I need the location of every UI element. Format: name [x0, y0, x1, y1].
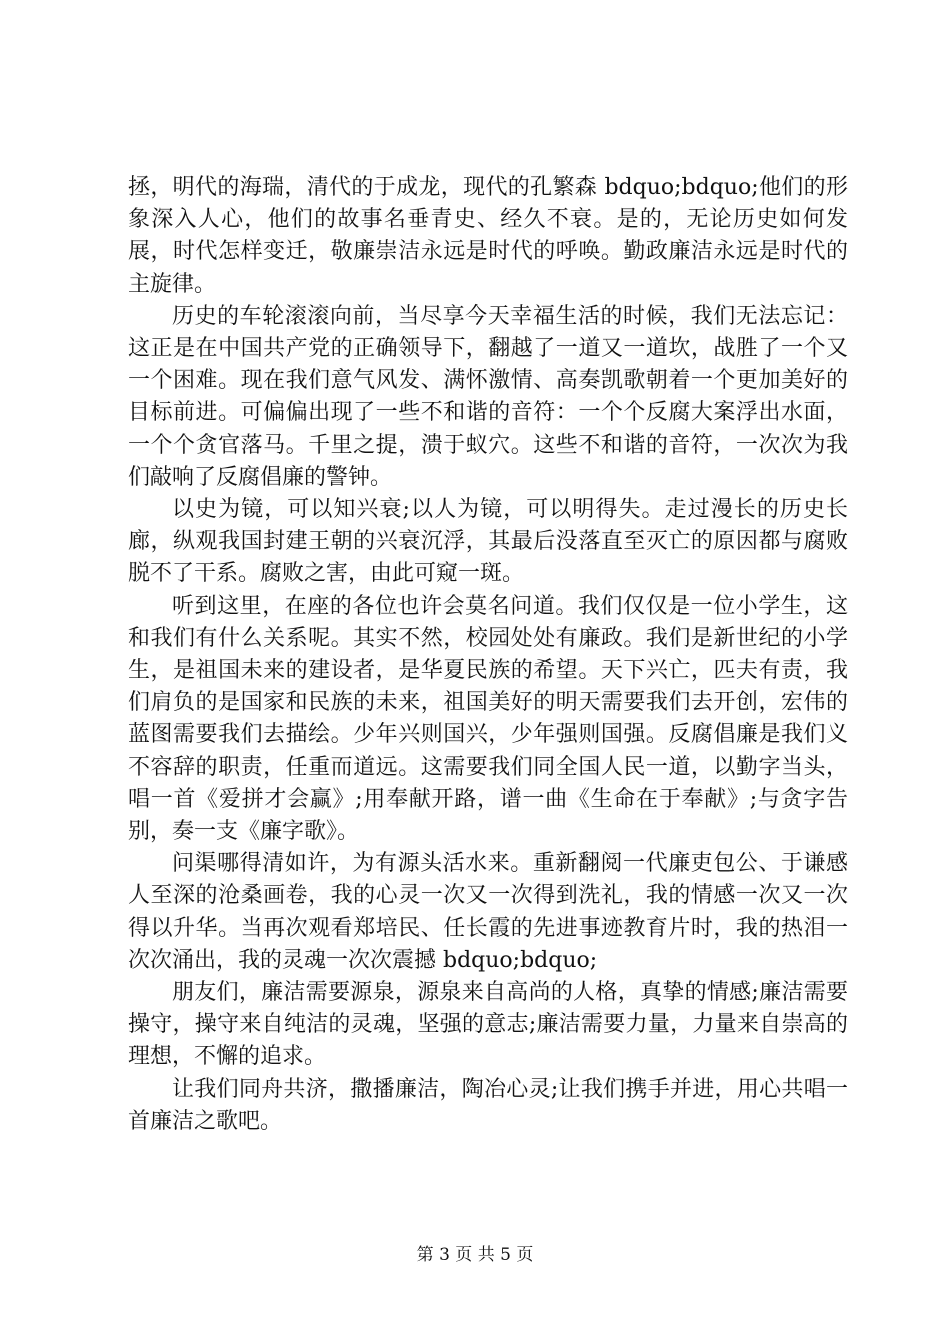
page-number-footer: 第 3 页 共 5 页 — [416, 1245, 534, 1265]
paragraph: 以史为镜，可以知兴衰;以人为镜，可以明得失。走过漫长的历史长廊，纵观我国封建王朝的兴衰沉浮，其最后没落直至灭亡的原因都与腐败脱不了干系。腐败之害，由此可窥一斑。 — [128, 497, 848, 587]
paragraph: 历史的车轮滚滚向前，当尽享今天幸福生活的时候，我们无法忘记：这正是在中国共产党的正确领导下，翻越了一道又一道坎，战胜了一个又一个困难。现在我们意气风发、满怀激情、高奏凯歌朝着一个更加美好的目标前进。可偏偏出现了一些不和谐的音符：一个个反腐大案浮出水面，一个个贪官落马。千里之提，溃于蚁穴。这些不和谐的音符，一次次为我们敲响了反腐倡廉的警钟。 — [128, 303, 848, 490]
paragraph: 让我们同舟共济，撒播廉洁，陶冶心灵;让我们携手并进，用心共唱一首廉洁之歌吧。 — [128, 1076, 848, 1134]
paragraph: 听到这里，在座的各位也许会莫名问道。我们仅仅是一位小学生，这和我们有什么关系呢。其实不然，校园处处有廉政。我们是新世纪的小学生，是祖国未来的建设者，是华夏民族的希望。天下兴亡，匹夫有责，我们肩负的是国家和民族的未来，祖国美好的明天需要我们去开创，宏伟的蓝图需要我们去描绘。少年兴则国兴，少年强则国强。反腐倡廉是我们义不容辞的职责，任重而道远。这需要我们同全国人民一道，以勤字当头，唱一首《爱拼才会赢》;用奉献开路，谱一曲《生命在于奉献》;与贪字告别，奏一支《廉字歌》。 — [128, 593, 848, 845]
paragraph: 朋友们，廉洁需要源泉，源泉来自高尚的人格，真挚的情感;廉洁需要操守，操守来自纯洁的灵魂，坚强的意志;廉洁需要力量，力量来自崇高的理想，不懈的追求。 — [128, 980, 848, 1070]
paragraph-continued: 拯，明代的海瑞，清代的于成龙，现代的孔繁森 bdquo;bdquo;他们的形象深入人心，他们的故事名垂青史、经久不衰。是的，无论历史如何发展，时代怎样变迁，敬廉崇洁永远是时代的呼唤。勤政廉洁永远是时代的主旋律。 — [128, 175, 848, 297]
document-body — [128, 172, 848, 1138]
paragraph: 问渠哪得清如许，为有源头活水来。重新翻阅一代廉吏包公、于谦感人至深的沧桑画卷，我的心灵一次又一次得到洗礼，我的情感一次又一次得以升华。当再次观看郑培民、任长霞的先进事迹教育片时，我的热泪一次次涌出，我的灵魂一次次震撼 bdquo;bdquo; — [128, 851, 848, 973]
